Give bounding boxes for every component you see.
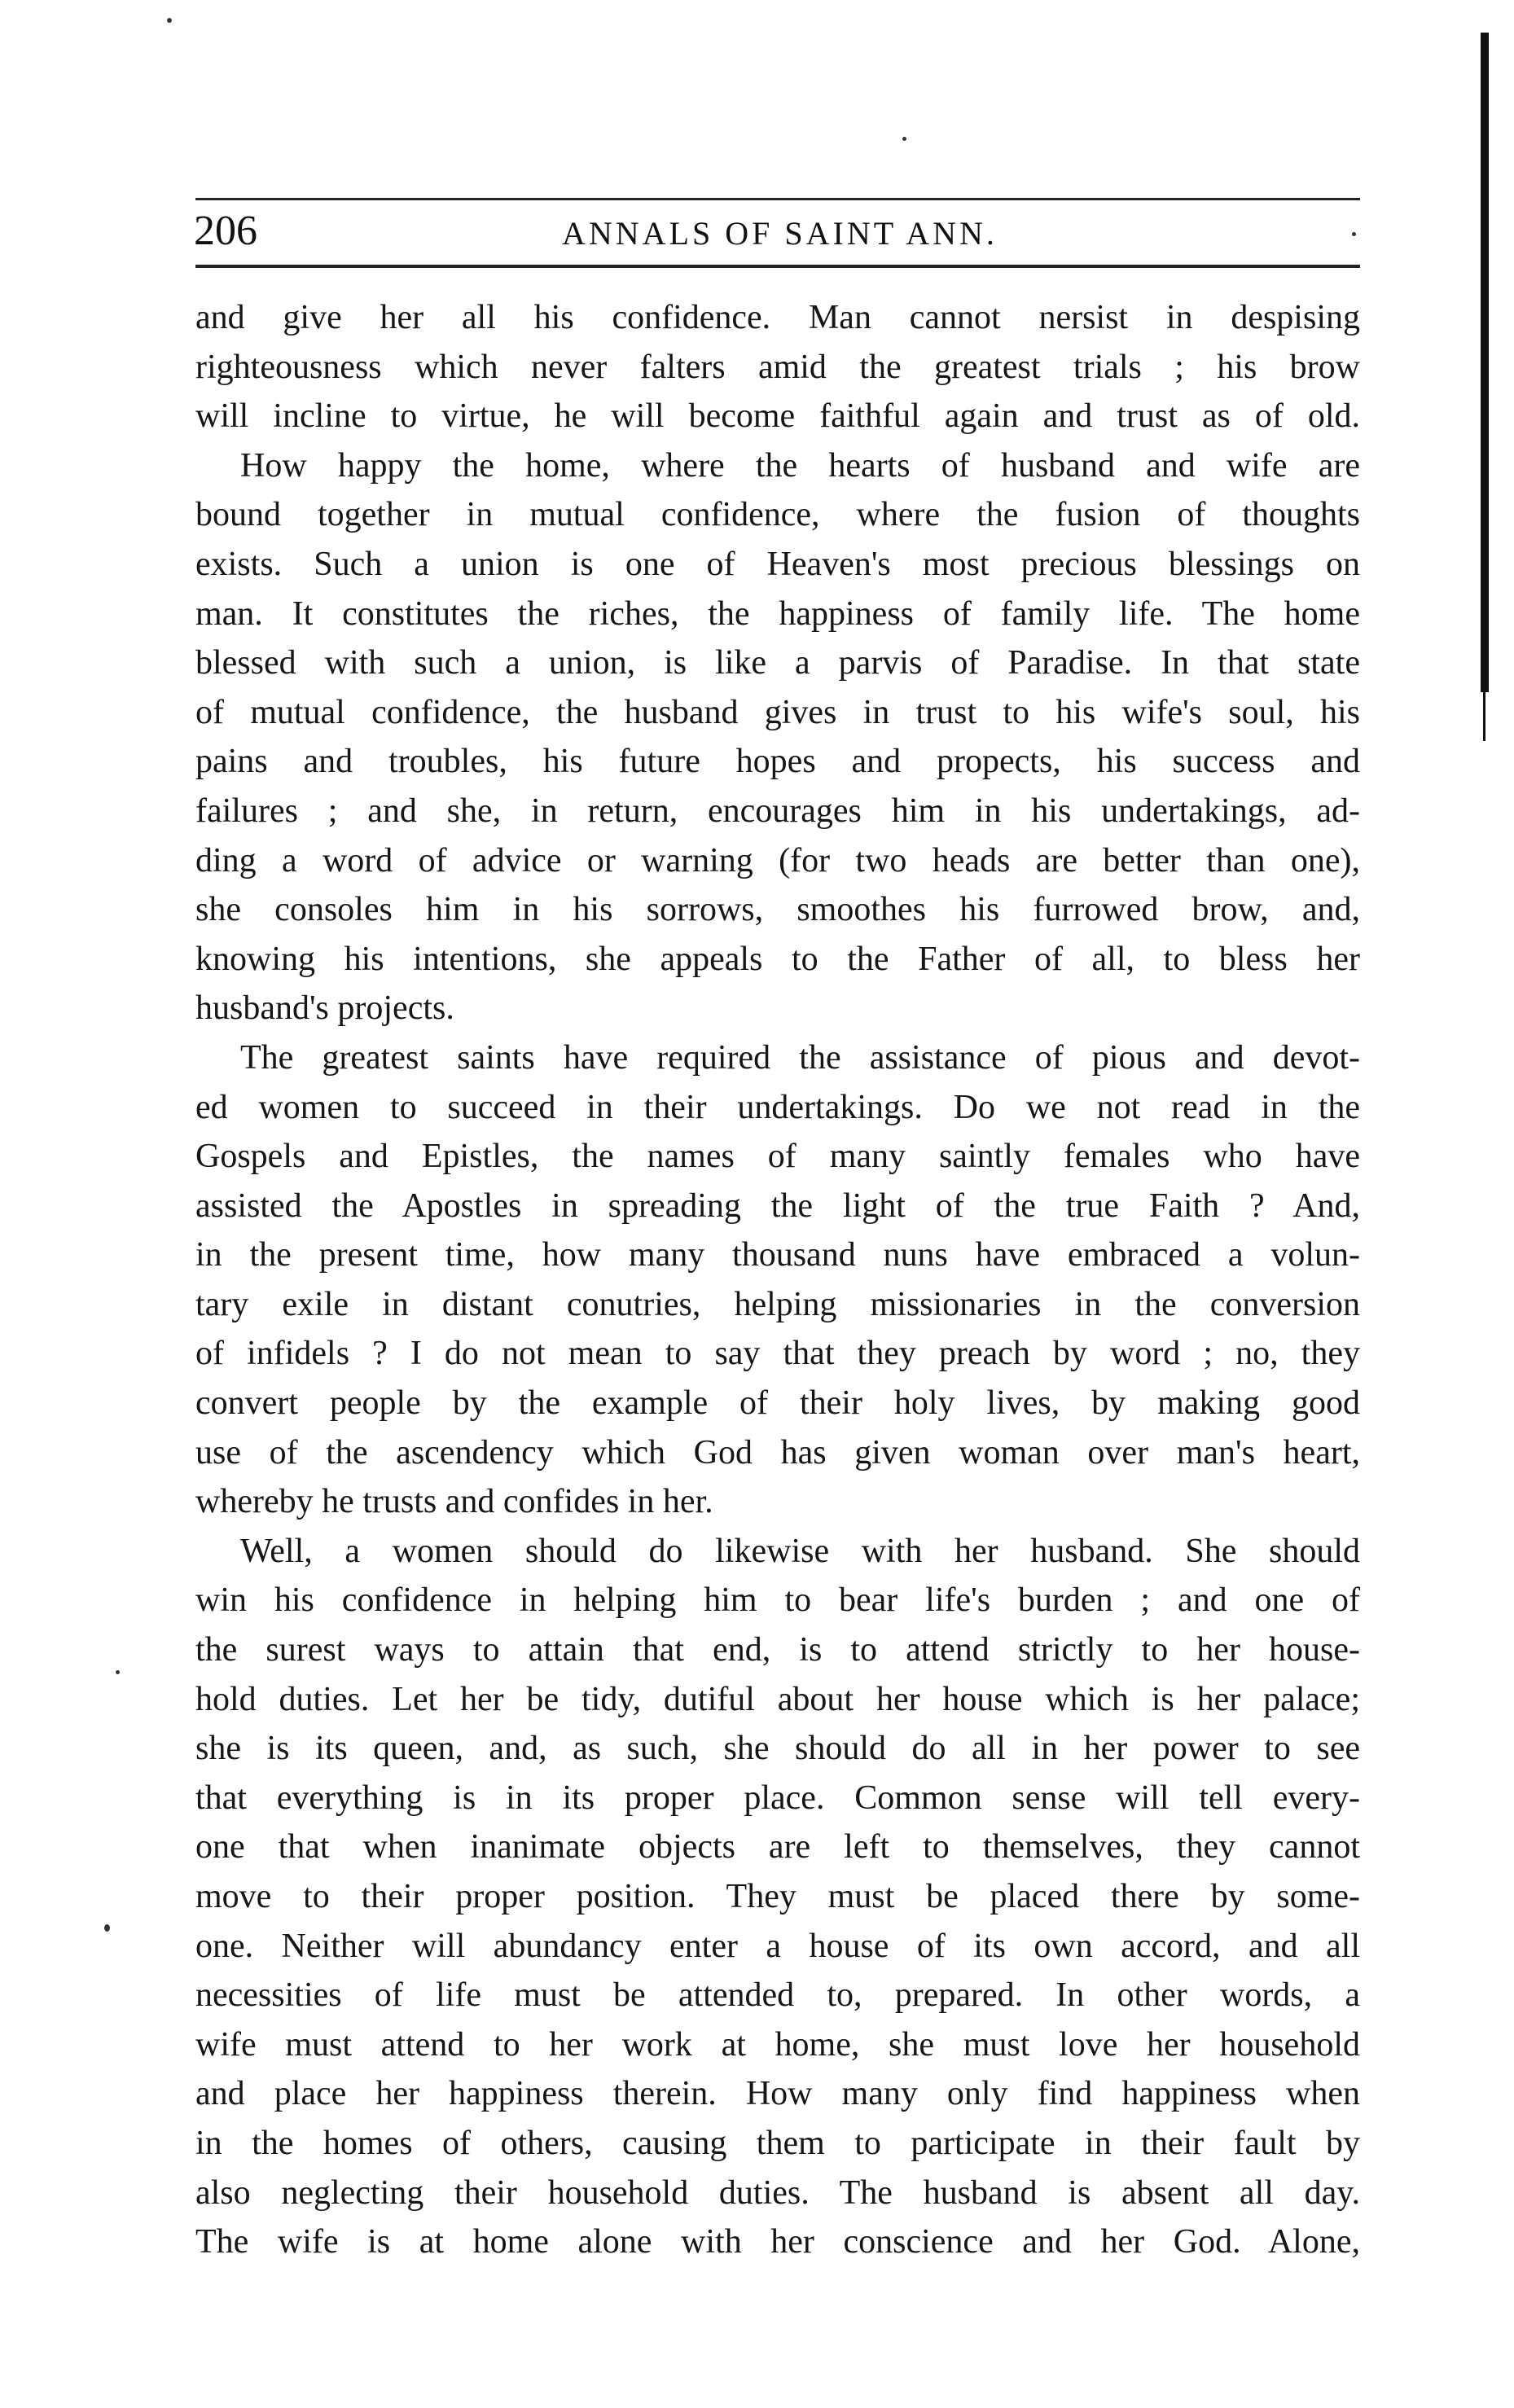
scan-speck (1352, 232, 1356, 236)
page-edge-shadow (1481, 33, 1489, 692)
text-line: exists. Such a union is one of Heaven's most precious blessings on (195, 545, 1360, 583)
text-line: How happy the home, where the hearts of husband and wife are (240, 446, 1360, 485)
text-line: blessed with such a union, is like a parvis of Paradise. In that state (195, 644, 1360, 682)
text-line: also neglecting their household duties. The husband is absent all day. (195, 2173, 1360, 2212)
text-line: will incline to virtue, he will become faithful again and trust as of old. (195, 397, 1360, 436)
text-line: pains and troubles, his future hopes and propects, his success and (195, 743, 1360, 781)
text-line: one that when inanimate objects are left to themselves, they cannot (195, 1828, 1360, 1866)
text-line: in the present time, how many thousand nuns have embraced a volun- (195, 1236, 1360, 1274)
text-line: husband's projects. (195, 989, 454, 1028)
text-line: that everything is in its proper place. Common sense will tell every- (195, 1779, 1360, 1817)
text-line: tary exile in distant conutries, helping missionaries in the conversion (195, 1285, 1360, 1323)
text-line: she is its queen, and, as such, she should do all in her power to see (195, 1730, 1360, 1768)
text-line: hold duties. Let her be tidy, dutiful about her house which is her palace; (195, 1680, 1360, 1718)
text-line: one. Neither will abundancy enter a house of its own accord, and all (195, 1927, 1360, 1965)
page-edge-shadow-lower (1483, 692, 1485, 741)
paragraph (195, 1527, 1360, 2267)
text-line: in the homes of others, causing them to participate in their fault by (195, 2124, 1360, 2162)
scan-speck (104, 1924, 110, 1932)
text-line: win his confidence in helping him to bear life's burden ; and one of (195, 1581, 1360, 1620)
text-line: use of the ascendency which God has given woman over man's heart, (195, 1433, 1360, 1472)
text-line: assisted the Apostles in spreading the light of the true Faith ? And, (195, 1186, 1360, 1225)
header-rule-bottom (195, 265, 1360, 268)
text-line: failures ; and she, in return, encourages him in his undertakings, ad- (195, 792, 1360, 830)
paragraph (195, 293, 1360, 441)
text-line: The wife is at home alone with her conscience and her God. Alone, (195, 2223, 1360, 2261)
text-line: necessities of life must be attended to, prepared. In other words, a (195, 1976, 1360, 2015)
text-line: and place her happiness therein. How many only find happiness when (195, 2075, 1360, 2113)
text-line: the surest ways to attain that end, is to attend strictly to her house- (195, 1631, 1360, 1669)
text-line: man. It constitutes the riches, the happiness of family life. The home (195, 594, 1360, 633)
header-rule-top (195, 198, 1360, 200)
text-line: of infidels ? I do not mean to say that they preach by word ; no, they (195, 1335, 1360, 1373)
text-line: wife must attend to her work at home, she must love her household (195, 2025, 1360, 2064)
text-line: and give her all his confidence. Man cannot nersist in despising (195, 299, 1360, 336)
text-line: convert people by the example of their holy lives, by making good (195, 1384, 1360, 1423)
text-line: righteousness which never falters amid the greatest trials ; his brow (195, 348, 1360, 386)
page-number: 206 (194, 208, 257, 254)
body-text (195, 293, 1360, 2267)
text-line: of mutual confidence, the husband gives in trust to his wife's soul, his (195, 693, 1360, 731)
text-line: ding a word of advice or warning (for two heads are better than one), (195, 841, 1360, 879)
paragraph (195, 1033, 1360, 1527)
text-line: Well, a women should do likewise with her husband. She should (240, 1532, 1360, 1570)
text-line: knowing his intentions, she appeals to the Father of all, to bless her (195, 940, 1360, 978)
paragraph (195, 441, 1360, 1033)
text-line: she consoles him in his sorrows, smoothes his furrowed brow, and, (195, 891, 1360, 929)
text-line: move to their proper position. They must be placed there by some- (195, 1878, 1360, 1915)
running-head: ANNALS OF SAINT ANN. (562, 215, 998, 252)
scan-speck (902, 137, 906, 141)
scan-speck (116, 1670, 120, 1674)
text-line: The greatest saints have required the assistance of pious and devot- (240, 1038, 1360, 1077)
text-line: whereby he trusts and confides in her. (195, 1483, 713, 1521)
text-line: bound together in mutual confidence, where the fusion of thoughts (195, 496, 1360, 534)
text-line: ed women to succeed in their undertakings. Do we not read in the (195, 1088, 1360, 1126)
text-line: Gospels and Epistles, the names of many saintly females who have (195, 1138, 1360, 1176)
scan-speck (167, 18, 172, 23)
